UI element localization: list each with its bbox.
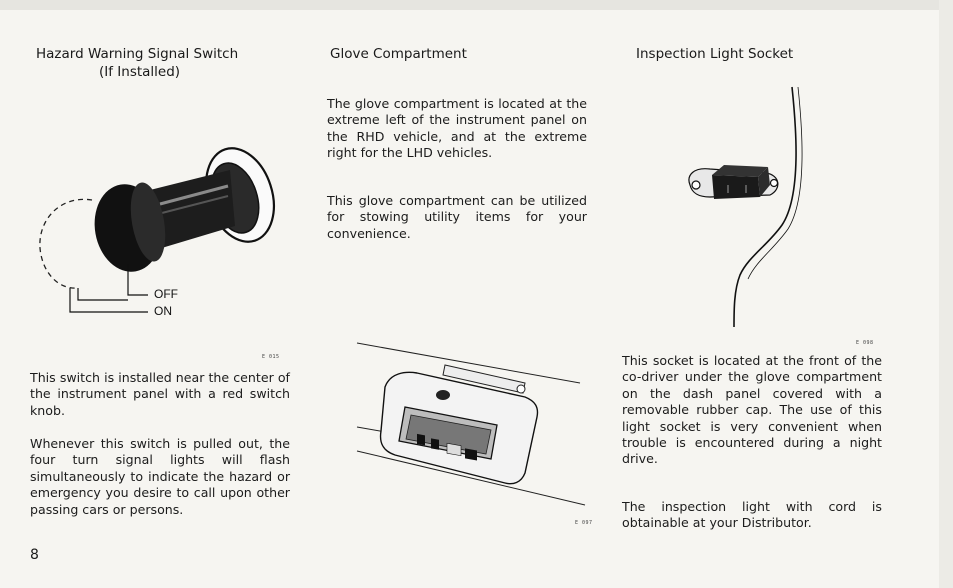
bracket-screw-right [771,180,778,187]
inspection-socket-illustration [670,85,830,330]
hazard-paragraph-2: Whenever this switch is pulled out, the four turn signal lights will flash simultaneously to indicate the hazard or emergency you desire to call upon other passing cars or persons. [30,436,290,517]
glove-figure-code: E 097 [575,520,593,526]
handle-pivot [517,385,525,393]
pulled-position-outline [40,199,92,288]
page-number: 8 [30,547,39,563]
plate-mark-4 [465,448,477,460]
on-label: ON [154,304,172,318]
dash-panel-curve [734,87,796,327]
socket-paragraph-2: The inspection light with cord is obtainable at your Distributor. [622,499,882,531]
hazard-figure-code: E 015 [262,354,280,360]
socket-rubber-cap [712,175,760,199]
socket-cap-top [712,165,768,177]
off-label: OFF [154,287,178,301]
bracket-screw-left [692,181,700,189]
socket-figure-code: E 098 [856,340,874,346]
page-right-edge [939,0,953,588]
page-top-shadow [0,0,953,10]
socket-paragraph-1: This socket is located at the front of the co-driver under the glove compartment on the dash panel covered with a removable rubber cap. The use of this light socket is very convenient when trouble is encountered during a night drive. [622,353,882,467]
off-leader-line [78,288,128,300]
hazard-switch-subtitle: (If Installed) [99,64,181,80]
hazard-paragraph-1: This switch is installed near the center of the instrument panel with a red switch knob. [30,370,290,418]
plate-mark-3 [447,443,461,455]
hazard-switch-title: Hazard Warning Signal Switch [36,46,239,62]
hazard-switch-illustration [30,140,290,340]
glove-paragraph-2: This glove compartment can be utilized for stowing utility items for your convenience. [327,193,587,241]
plate-mark-2 [431,438,439,449]
glove-compartment-illustration [355,335,595,520]
glove-paragraph-1: The glove compartment is located at the extreme left of the instrument panel on the RHD vehicle, and at the extreme right for the LHD vehicles. [327,96,587,161]
inspection-socket-title: Inspection Light Socket [636,46,794,62]
plate-mark-1 [417,434,425,445]
glove-compartment-title: Glove Compartment [330,46,467,62]
glove-lock [436,390,450,400]
